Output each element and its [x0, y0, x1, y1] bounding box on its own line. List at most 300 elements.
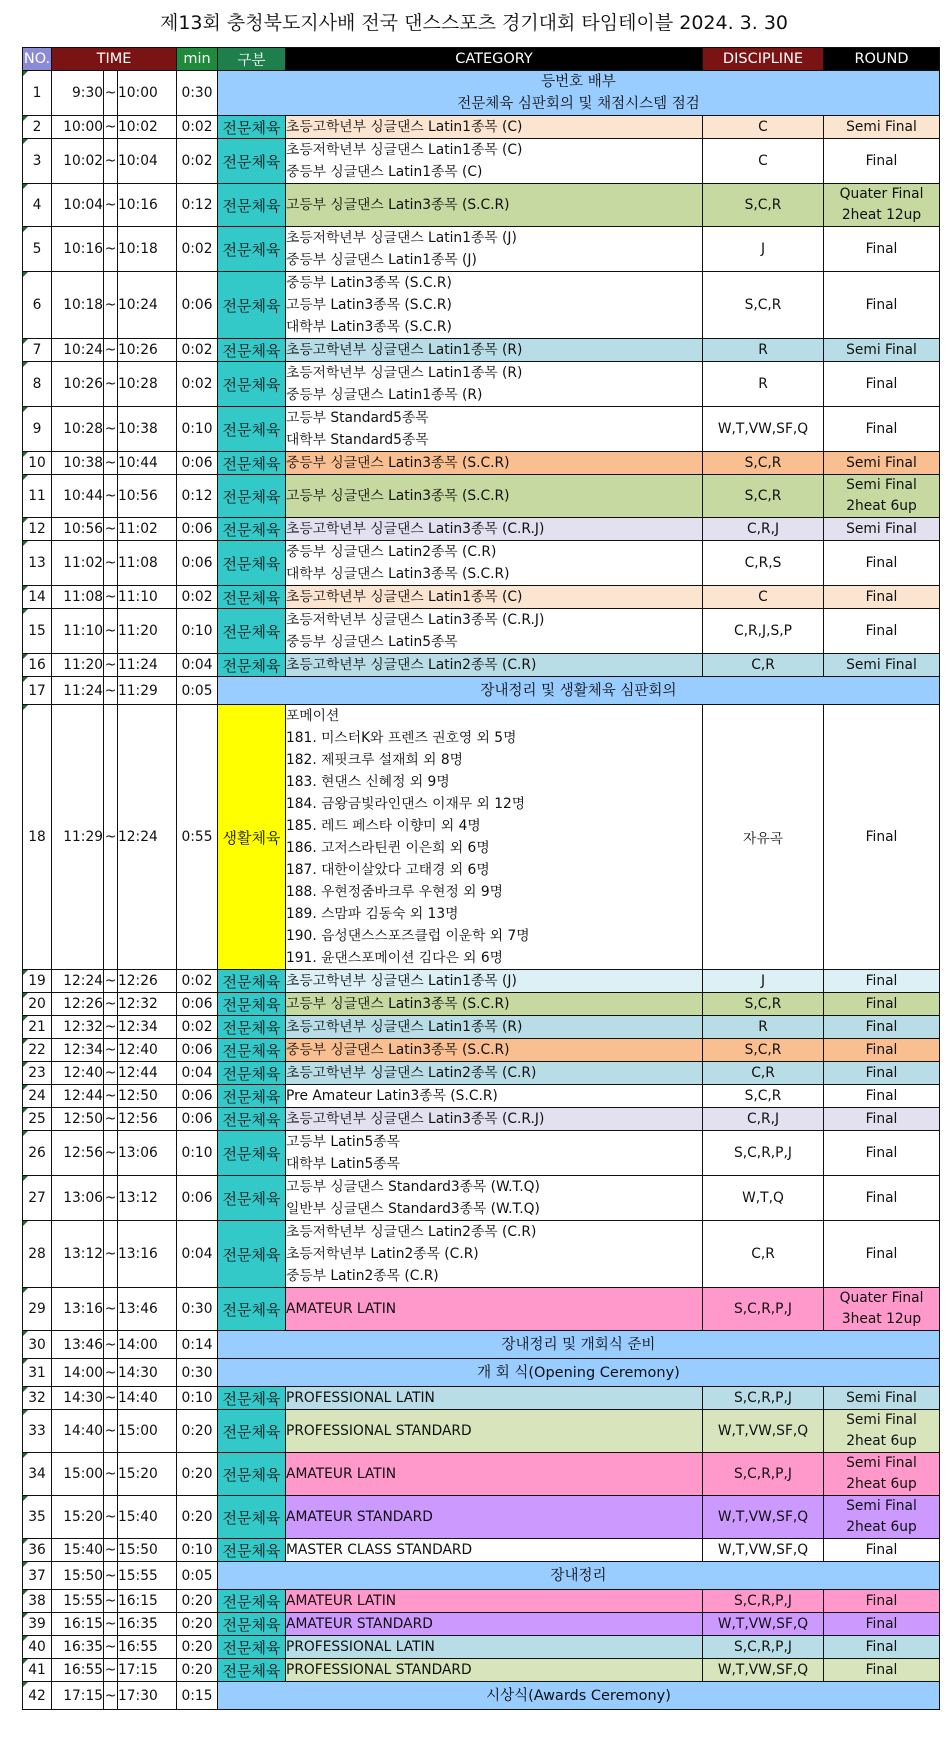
category-line: 초등저학년부 싱글댄스 Latin2종목 (C.R): [286, 1224, 537, 1240]
row-end-time: 15:55: [118, 1562, 177, 1590]
row-number: 16: [23, 654, 52, 677]
row-type-badge: 전문체육: [218, 518, 286, 541]
row-duration: 0:30: [177, 71, 218, 116]
table-row: [23, 227, 940, 272]
row-duration: 0:02: [177, 339, 218, 362]
row-end-time: 10:26: [118, 339, 177, 362]
row-round: [824, 227, 940, 272]
row-category: [286, 1636, 703, 1659]
round-line: Semi Final: [846, 1498, 917, 1514]
row-round: [824, 586, 940, 609]
row-category: [286, 1539, 703, 1562]
row-start-time: 10:44: [52, 475, 104, 518]
row-round: [824, 1288, 940, 1331]
table-row: [23, 71, 940, 116]
header-gubun: 구분: [218, 48, 286, 71]
category-line: PROFESSIONAL LATIN: [286, 1639, 435, 1655]
round-line: Final: [865, 1087, 898, 1104]
row-discipline: R: [703, 339, 824, 362]
row-end-time: 12:56: [118, 1108, 177, 1131]
row-discipline: C,R,J: [703, 1108, 824, 1131]
row-category: [286, 452, 703, 475]
row-number: 20: [23, 993, 52, 1016]
row-round: [824, 1636, 940, 1659]
row-duration: 0:10: [177, 1387, 218, 1410]
row-number: 17: [23, 677, 52, 705]
row-duration: 0:02: [177, 139, 218, 184]
row-start-time: 11:20: [52, 654, 104, 677]
row-number: 28: [23, 1221, 52, 1288]
table-row: [23, 1453, 940, 1496]
row-round: [824, 654, 940, 677]
row-round: [824, 518, 940, 541]
row-category: [286, 1496, 703, 1539]
row-start-time: 13:12: [52, 1221, 104, 1288]
row-category: [286, 705, 703, 970]
row-round: [824, 1176, 940, 1221]
row-start-time: 10:56: [52, 518, 104, 541]
row-category: [286, 1613, 703, 1636]
row-type-badge: 전문체육: [218, 452, 286, 475]
row-category: [286, 1590, 703, 1613]
round-line: Final: [865, 1661, 898, 1678]
row-duration: 0:12: [177, 475, 218, 518]
row-time-separator: ~: [104, 362, 118, 407]
row-end-time: 16:15: [118, 1590, 177, 1613]
row-type-badge: 전문체육: [218, 970, 286, 993]
timetable: [22, 47, 940, 1710]
row-end-time: 11:02: [118, 518, 177, 541]
category-line: 고등부 Latin3종목 (S.C.R): [286, 297, 452, 313]
round-line: Final: [865, 995, 898, 1012]
row-type-badge: 전문체육: [218, 116, 286, 139]
round-line: Final: [865, 828, 898, 845]
row-category: [286, 1085, 703, 1108]
row-category: [286, 586, 703, 609]
row-notice: [218, 71, 940, 116]
row-number: 7: [23, 339, 52, 362]
row-start-time: 11:10: [52, 609, 104, 654]
row-round: [824, 407, 940, 452]
row-discipline: S,C,R,P,J: [703, 1636, 824, 1659]
row-number: 31: [23, 1359, 52, 1387]
row-time-separator: ~: [104, 1539, 118, 1562]
row-start-time: 12:56: [52, 1131, 104, 1176]
round-line: Semi Final: [846, 1455, 917, 1471]
row-notice: [218, 677, 940, 705]
category-line: PROFESSIONAL LATIN: [286, 1390, 435, 1406]
row-start-time: 12:34: [52, 1039, 104, 1062]
row-end-time: 12:24: [118, 705, 177, 970]
row-type-badge: 전문체육: [218, 184, 286, 227]
category-line: PROFESSIONAL STANDARD: [286, 1423, 472, 1439]
table-row: [23, 1562, 940, 1590]
table-row: [23, 1410, 940, 1453]
row-duration: 0:05: [177, 677, 218, 705]
row-number: 23: [23, 1062, 52, 1085]
row-start-time: 11:02: [52, 541, 104, 586]
row-duration: 0:06: [177, 541, 218, 586]
row-start-time: 9:30: [52, 71, 104, 116]
row-end-time: 16:55: [118, 1636, 177, 1659]
row-number: 34: [23, 1453, 52, 1496]
row-discipline: S,C,R: [703, 1085, 824, 1108]
row-round: [824, 1539, 940, 1562]
notice-line: 전문체육 심판회의 및 채점시스템 점검: [457, 96, 700, 112]
row-start-time: 10:16: [52, 227, 104, 272]
table-row: [23, 184, 940, 227]
row-category: [286, 1176, 703, 1221]
row-number: 5: [23, 227, 52, 272]
row-end-time: 12:50: [118, 1085, 177, 1108]
row-end-time: 11:20: [118, 609, 177, 654]
row-time-separator: ~: [104, 407, 118, 452]
row-duration: 0:06: [177, 1039, 218, 1062]
row-category: [286, 407, 703, 452]
row-number: 1: [23, 71, 52, 116]
row-discipline: S,C,R: [703, 452, 824, 475]
row-time-separator: ~: [104, 677, 118, 705]
row-start-time: 10:18: [52, 272, 104, 339]
row-discipline: S,C,R,P,J: [703, 1590, 824, 1613]
row-end-time: 13:16: [118, 1221, 177, 1288]
category-line: 182. 제핏크루 설재희 외 8명: [286, 752, 463, 768]
row-discipline: W,T,VW,SF,Q: [703, 1539, 824, 1562]
row-type-badge: 전문체육: [218, 1659, 286, 1682]
row-number: 30: [23, 1331, 52, 1359]
category-line: AMATEUR STANDARD: [286, 1616, 433, 1632]
row-type-badge: 전문체육: [218, 654, 286, 677]
row-duration: 0:02: [177, 586, 218, 609]
row-duration: 0:15: [177, 1682, 218, 1710]
table-row: [23, 1613, 940, 1636]
row-round: [824, 1613, 940, 1636]
row-end-time: 13:46: [118, 1288, 177, 1331]
row-time-separator: ~: [104, 1176, 118, 1221]
row-discipline: S,C,R: [703, 184, 824, 227]
round-line: Semi Final: [846, 454, 917, 471]
row-type-badge: 전문체육: [218, 1176, 286, 1221]
row-end-time: 10:02: [118, 116, 177, 139]
round-line: Final: [865, 1144, 898, 1161]
category-line: 초등고학년부 싱글댄스 Latin2종목 (C.R): [286, 657, 537, 673]
category-line: 중등부 Latin3종목 (S.C.R): [286, 275, 452, 291]
row-duration: 0:02: [177, 1016, 218, 1039]
category-line: 중등부 싱글댄스 Latin1종목 (C): [286, 164, 483, 180]
row-type-badge: 전문체육: [218, 541, 286, 586]
row-type-badge: 전문체육: [218, 1085, 286, 1108]
row-number: 41: [23, 1659, 52, 1682]
category-line: 초등고학년부 싱글댄스 Latin3종목 (C.R.J): [286, 521, 545, 537]
category-line: 중등부 싱글댄스 Latin3종목 (S.C.R): [286, 455, 510, 471]
row-end-time: 15:40: [118, 1496, 177, 1539]
row-category: [286, 272, 703, 339]
row-time-separator: ~: [104, 116, 118, 139]
category-line: 고등부 싱글댄스 Latin3종목 (S.C.R): [286, 488, 510, 504]
table-row: [23, 452, 940, 475]
row-type-badge: 전문체육: [218, 1496, 286, 1539]
row-discipline: S,C,R,P,J: [703, 1288, 824, 1331]
table-row: [23, 339, 940, 362]
row-time-separator: ~: [104, 1682, 118, 1710]
category-line: 중등부 Latin2종목 (C.R): [286, 1268, 439, 1284]
row-duration: 0:02: [177, 970, 218, 993]
row-type-badge: 전문체육: [218, 1221, 286, 1288]
table-row: [23, 1131, 940, 1176]
row-category: [286, 1062, 703, 1085]
row-round: [824, 116, 940, 139]
row-discipline: C,R,J: [703, 518, 824, 541]
round-line: Semi Final: [846, 1412, 917, 1428]
row-duration: 0:12: [177, 184, 218, 227]
row-discipline: C,R,J,S,P: [703, 609, 824, 654]
row-time-separator: ~: [104, 1062, 118, 1085]
round-line: Final: [865, 1245, 898, 1262]
notice-line: 시상식(Awards Ceremony): [486, 1687, 671, 1704]
row-time-separator: ~: [104, 1659, 118, 1682]
row-duration: 0:10: [177, 1131, 218, 1176]
row-duration: 0:20: [177, 1659, 218, 1682]
row-end-time: 10:16: [118, 184, 177, 227]
row-time-separator: ~: [104, 1636, 118, 1659]
category-line: 초등고학년부 싱글댄스 Latin1종목 (C): [286, 589, 523, 605]
row-round: [824, 1108, 940, 1131]
row-type-badge: 전문체육: [218, 407, 286, 452]
row-discipline: S,C,R: [703, 272, 824, 339]
category-line: 190. 음성댄스스포즈클럽 이운학 외 7명: [286, 928, 530, 944]
row-start-time: 10:24: [52, 339, 104, 362]
category-line: 포메이션: [286, 708, 340, 724]
header-row: [23, 48, 940, 71]
row-round: [824, 362, 940, 407]
row-category: [286, 139, 703, 184]
row-end-time: 12:32: [118, 993, 177, 1016]
row-type-badge: 전문체육: [218, 586, 286, 609]
row-end-time: 10:28: [118, 362, 177, 407]
row-type-badge: 전문체육: [218, 1539, 286, 1562]
row-discipline: C,R: [703, 1221, 824, 1288]
row-category: [286, 1016, 703, 1039]
row-time-separator: ~: [104, 1590, 118, 1613]
round-line: Final: [865, 1592, 898, 1609]
row-number: 29: [23, 1288, 52, 1331]
row-end-time: 11:24: [118, 654, 177, 677]
row-start-time: 14:30: [52, 1387, 104, 1410]
row-duration: 0:20: [177, 1636, 218, 1659]
round-line: 2heat 6up: [846, 498, 917, 514]
round-line: Final: [865, 296, 898, 313]
row-end-time: 13:06: [118, 1131, 177, 1176]
row-start-time: 10:26: [52, 362, 104, 407]
row-time-separator: ~: [104, 1039, 118, 1062]
row-duration: 0:20: [177, 1410, 218, 1453]
row-round: [824, 1085, 940, 1108]
row-round: [824, 339, 940, 362]
row-discipline: R: [703, 1016, 824, 1039]
row-type-badge: 전문체육: [218, 1062, 286, 1085]
row-discipline: J: [703, 970, 824, 993]
row-category: [286, 475, 703, 518]
row-duration: 0:10: [177, 407, 218, 452]
row-number: 11: [23, 475, 52, 518]
row-start-time: 12:32: [52, 1016, 104, 1039]
table-row: [23, 586, 940, 609]
row-end-time: 16:35: [118, 1613, 177, 1636]
row-start-time: 12:26: [52, 993, 104, 1016]
table-row: [23, 677, 940, 705]
row-discipline: S,C,R: [703, 475, 824, 518]
row-round: [824, 1039, 940, 1062]
row-type-badge: 전문체육: [218, 139, 286, 184]
row-round: [824, 475, 940, 518]
header-min: min: [177, 48, 218, 71]
row-round: [824, 1659, 940, 1682]
category-line: 187. 대한이살았다 고태경 외 6명: [286, 862, 490, 878]
row-number: 10: [23, 452, 52, 475]
table-row: [23, 1359, 940, 1387]
round-line: 2heat 6up: [846, 1519, 917, 1535]
row-round: [824, 609, 940, 654]
row-round: [824, 970, 940, 993]
row-category: [286, 1221, 703, 1288]
row-round: [824, 184, 940, 227]
row-end-time: 11:10: [118, 586, 177, 609]
row-duration: 0:10: [177, 1539, 218, 1562]
row-end-time: 12:34: [118, 1016, 177, 1039]
row-discipline: W,T,VW,SF,Q: [703, 407, 824, 452]
row-category: [286, 1659, 703, 1682]
row-start-time: 10:04: [52, 184, 104, 227]
row-time-separator: ~: [104, 1496, 118, 1539]
row-time-separator: ~: [104, 227, 118, 272]
round-line: 2heat 6up: [846, 1476, 917, 1492]
row-category: [286, 1387, 703, 1410]
row-time-separator: ~: [104, 1410, 118, 1453]
row-round: [824, 1131, 940, 1176]
category-line: 181. 미스터K와 프렌즈 권호영 외 5명: [286, 730, 517, 746]
row-number: 42: [23, 1682, 52, 1710]
category-line: 초등저학년부 Latin2종목 (C.R): [286, 1246, 479, 1262]
table-row: [23, 475, 940, 518]
category-line: 초등고학년부 싱글댄스 Latin1종목 (C): [286, 119, 523, 135]
round-line: Final: [865, 1018, 898, 1035]
round-line: Final: [865, 972, 898, 989]
table-row: [23, 1039, 940, 1062]
row-round: [824, 272, 940, 339]
round-line: Semi Final: [846, 341, 917, 358]
round-line: Final: [865, 1541, 898, 1558]
row-start-time: 13:06: [52, 1176, 104, 1221]
header-category: CATEGORY: [286, 48, 703, 71]
page-title: 제13회 충청북도지사배 전국 댄스스포츠 경기대회 타임테이블 2024. 3. 30: [159, 12, 789, 34]
table-row: [23, 541, 940, 586]
row-time-separator: ~: [104, 1108, 118, 1131]
table-row: [23, 609, 940, 654]
row-time-separator: ~: [104, 1221, 118, 1288]
row-discipline: C: [703, 586, 824, 609]
row-type-badge: 전문체육: [218, 1387, 286, 1410]
round-line: Final: [865, 240, 898, 257]
row-duration: 0:05: [177, 1562, 218, 1590]
row-round: [824, 1590, 940, 1613]
row-end-time: 13:12: [118, 1176, 177, 1221]
category-line: 초등고학년부 싱글댄스 Latin1종목 (R): [286, 1019, 523, 1035]
row-type-badge: 전문체육: [218, 272, 286, 339]
round-line: Semi Final: [846, 520, 917, 537]
row-end-time: 15:00: [118, 1410, 177, 1453]
row-number: 38: [23, 1590, 52, 1613]
category-line: 중등부 싱글댄스 Latin2종목 (C.R): [286, 544, 497, 560]
row-notice: [218, 1331, 940, 1359]
row-duration: 0:04: [177, 1221, 218, 1288]
row-number: 24: [23, 1085, 52, 1108]
category-line: 대학부 Standard5종목: [286, 432, 429, 448]
category-line: AMATEUR LATIN: [286, 1593, 397, 1609]
row-end-time: 10:00: [118, 71, 177, 116]
row-type-badge: 전문체육: [218, 1016, 286, 1039]
row-duration: 0:30: [177, 1288, 218, 1331]
row-end-time: 17:30: [118, 1682, 177, 1710]
table-row: [23, 518, 940, 541]
row-duration: 0:02: [177, 362, 218, 407]
row-number: 18: [23, 705, 52, 970]
table-row: [23, 362, 940, 407]
row-category: [286, 184, 703, 227]
round-line: Final: [865, 622, 898, 639]
row-duration: 0:14: [177, 1331, 218, 1359]
round-line: Semi Final: [846, 1389, 917, 1406]
row-type-badge: 전문체육: [218, 227, 286, 272]
row-time-separator: ~: [104, 452, 118, 475]
row-discipline: 자유곡: [703, 705, 824, 970]
round-line: Final: [865, 420, 898, 437]
row-number: 32: [23, 1387, 52, 1410]
row-category: [286, 1131, 703, 1176]
row-number: 6: [23, 272, 52, 339]
row-type-badge: 전문체육: [218, 339, 286, 362]
row-duration: 0:06: [177, 1108, 218, 1131]
row-number: 21: [23, 1016, 52, 1039]
row-end-time: 12:26: [118, 970, 177, 993]
row-start-time: 14:40: [52, 1410, 104, 1453]
round-line: Final: [865, 1041, 898, 1058]
row-discipline: W,T,VW,SF,Q: [703, 1613, 824, 1636]
row-category: [286, 339, 703, 362]
row-type-badge: 전문체육: [218, 1108, 286, 1131]
row-type-badge: 전문체육: [218, 1288, 286, 1331]
category-line: 고등부 Standard5종목: [286, 410, 429, 426]
row-start-time: 10:28: [52, 407, 104, 452]
row-round: [824, 452, 940, 475]
row-number: 8: [23, 362, 52, 407]
row-round: [824, 1221, 940, 1288]
row-notice: [218, 1562, 940, 1590]
row-number: 40: [23, 1636, 52, 1659]
row-round: [824, 1496, 940, 1539]
category-line: 중등부 싱글댄스 Latin5종목: [286, 634, 458, 650]
category-line: AMATEUR LATIN: [286, 1301, 397, 1317]
row-end-time: 10:44: [118, 452, 177, 475]
row-time-separator: ~: [104, 609, 118, 654]
round-line: Final: [865, 554, 898, 571]
table-row: [23, 1016, 940, 1039]
category-line: 대학부 Latin5종목: [286, 1156, 400, 1172]
row-time-separator: ~: [104, 1613, 118, 1636]
row-time-separator: ~: [104, 1359, 118, 1387]
row-start-time: 11:08: [52, 586, 104, 609]
row-category: [286, 541, 703, 586]
row-duration: 0:06: [177, 993, 218, 1016]
